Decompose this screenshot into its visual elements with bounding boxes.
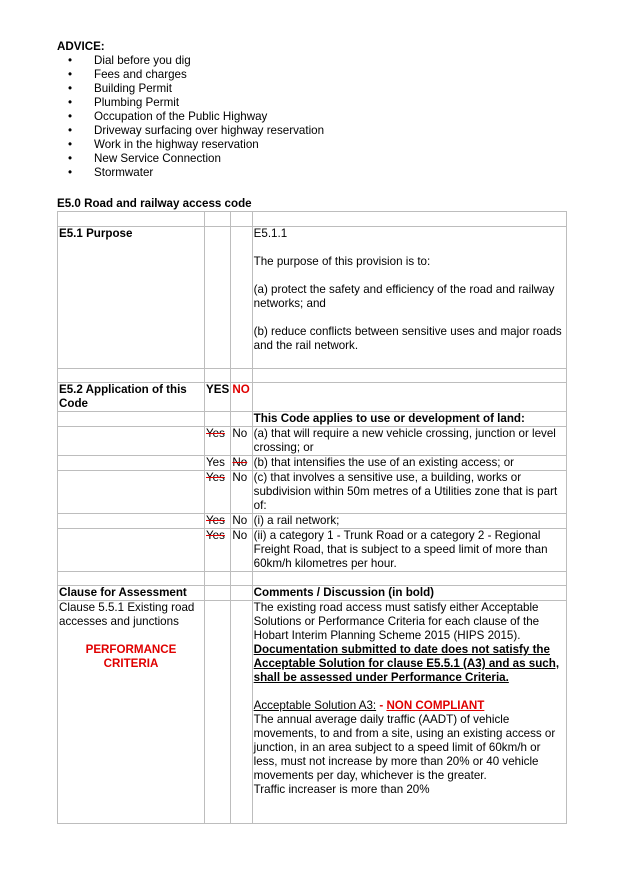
list-item: • Plumbing Permit [68,96,180,109]
bullet-icon: • [68,68,73,81]
applies-text: This Code applies to use or development of land: [252,412,566,427]
table-row [58,369,567,383]
bullet-icon: • [68,54,73,67]
list-item: • New Service Connection [68,152,221,165]
no-cell: No [231,427,252,456]
no-cell: No [231,514,252,529]
acceptable-solution-line [254,699,565,713]
yes-cell: Yes [205,471,231,514]
application-text: (i) a rail network; [252,514,566,529]
purpose-intro: The purpose of this provision is to: [253,255,431,268]
purpose-label: E5.1 Purpose [58,227,205,369]
section-title: E5.0 Road and railway access code [57,197,252,210]
table-row [58,412,567,427]
purpose-b: (b) reduce conflicts between sensitive uses and major roads and the rail network. [253,325,562,352]
list-item: • Stormwater [68,166,154,179]
table-row [58,227,567,369]
no-cell: No [231,471,252,514]
bullet-icon: • [68,152,73,165]
yes-cell: Yes [205,456,231,471]
table-row [58,427,567,456]
assessment-comments [252,601,566,824]
advice-section [57,40,577,180]
assessment-p1: The existing road access must satisfy either Acceptable Solutions or Performance Criteria for each clause of the Hobart Interim Planning Scheme 2015 (HIPS 2015). [253,601,540,642]
application-label: E5.2 Application of this Code [58,383,205,412]
assessment-p2: Documentation submitted to date does not satisfy the Acceptable Solution for clause E5.5.1 (A3) and as such, shall be assessed under Performance Criteria. [253,643,560,684]
yes-cell: Yes [205,529,231,572]
acceptable-solution-label: Acceptable Solution A3: [253,699,377,712]
advice-list [57,54,577,180]
bullet-icon: • [68,110,73,123]
table-row [58,456,567,471]
bullet-icon: • [68,166,73,179]
table-row [58,471,567,514]
yes-cell: Yes [205,427,231,456]
application-text: (ii) a category 1 - Trunk Road or a category 2 - Regional Freight Road, that is subject to a speed limit of more than 60km/h kilometres per hour. [252,529,566,572]
as-separator: - [376,699,387,712]
performance-criteria-label: PERFORMANCE CRITERIA [85,643,177,670]
table-row [58,586,567,601]
no-cell: No [231,456,252,471]
yes-cell: Yes [205,514,231,529]
list-item: • Driveway surfacing over highway reservation [68,124,325,137]
application-text: (b) that intensifies the use of an existing access; or [252,456,566,471]
assessment-clause: Clause 5.5.1 Existing road accesses and junctions [59,601,195,628]
bullet-icon: • [68,82,73,95]
application-text: (c) that involves a sensitive use, a building, works or subdivision within 50m metres of a Utilities zone that is part of: [252,471,566,514]
yes-header: YES [205,383,231,412]
purpose-text [252,227,566,369]
table-row [58,601,567,824]
table-row [58,383,567,412]
clause-header: Clause for Assessment [58,586,205,601]
assessment-p3: The annual average daily traffic (AADT) of vehicle movements, to and from a site, using an existing access or junction, in an area subject to a speed limit of 60km/h or less, must not increase by more than 20% or 40 vehicle movements per day, whichever is the greater. [253,713,556,782]
list-item: • Fees and charges [68,68,187,81]
purpose-clause: E5.1.1 [253,227,288,240]
no-cell: No [231,529,252,572]
table-row [58,212,567,227]
list-item: • Building Permit [68,82,172,95]
assessment-p4: Traffic increaser is more than 20% [253,783,430,796]
table-row [58,572,567,586]
table-row [58,514,567,529]
assessment-clause-cell [58,601,205,824]
bullet-icon: • [68,138,73,151]
list-item: • Dial before you dig [68,54,191,67]
bullet-icon: • [68,124,73,137]
access-code-table [57,211,567,824]
purpose-a: (a) protect the safety and efficiency of the road and railway networks; and [253,283,555,310]
table-row [58,529,567,572]
comments-header: Comments / Discussion (in bold) [252,586,566,601]
bullet-icon: • [68,96,73,109]
advice-title: ADVICE: [57,40,105,53]
no-header: NO [231,383,252,412]
application-text: (a) that will require a new vehicle crossing, junction or level crossing; or [252,427,566,456]
list-item: • Occupation of the Public Highway [68,110,268,123]
noncompliant-badge: NON COMPLIANT [386,699,485,712]
list-item: • Work in the highway reservation [68,138,259,151]
